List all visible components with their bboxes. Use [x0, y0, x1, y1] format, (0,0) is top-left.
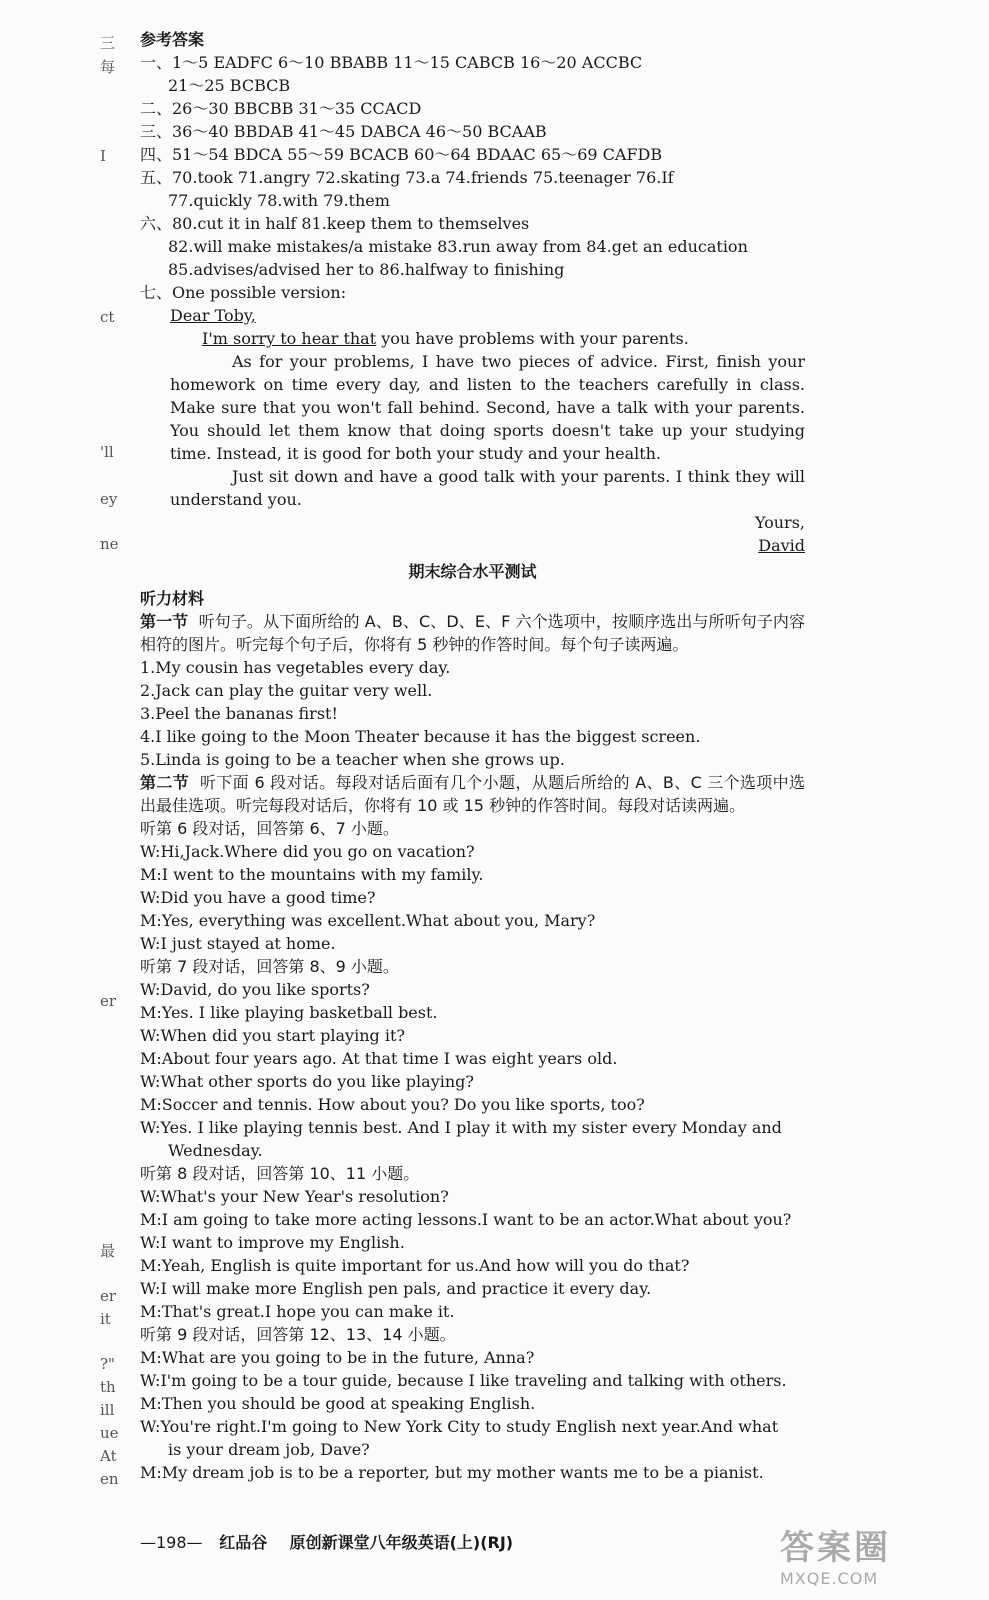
watermark-text: 答案圈	[780, 1528, 891, 1568]
answer-line: 85.advises/advised her to 86.halfway to finishing	[168, 260, 565, 279]
dialogue-line: M:About four years ago. At that time I was eight years old.	[140, 1049, 618, 1068]
answers-heading: 参考答案	[140, 30, 205, 49]
brand-name: 红品谷	[219, 1533, 268, 1552]
dialogue-line: W:You're right.I'm going to New York City to study English next year.And what	[140, 1417, 779, 1436]
margin-fragment: ue	[100, 1424, 119, 1442]
dialogue-heading: 听第 8 段对话，回答第 10、11 小题。	[140, 1164, 420, 1183]
dialogue-line: W:David, do you like sports?	[140, 980, 370, 999]
dialogue-line: W:What's your New Year's resolution?	[140, 1187, 449, 1206]
answer-line: 一、1～5 EADFC 6～10 BBABB 11～15 CABCB 16～20 ACCBC	[140, 53, 643, 72]
margin-fragment: er	[100, 992, 117, 1010]
dialogue-line: M:That's great.I hope you can make it.	[140, 1302, 455, 1321]
answer-line: 三、36～40 BBDAB 41～45 DABCA 46～50 BCAAB	[140, 122, 547, 141]
margin-fragment: ?"	[100, 1355, 115, 1373]
page-number: —198—	[140, 1533, 203, 1552]
dialogue-line: M:I am going to take more acting lessons.I want to be an actor.What about you?	[140, 1210, 792, 1229]
page-footer	[140, 1530, 513, 1553]
book-title: 原创新课堂八年级英语(上)(RJ)	[289, 1533, 514, 1552]
dialogue-line: W:What other sports do you like playing?	[140, 1072, 474, 1091]
letter-text: you have problems with your parents.	[376, 329, 689, 348]
answer-line: 五、70.took 71.angry 72.skating 73.a 74.friends 75.teenager 76.If	[140, 168, 674, 187]
dialogue-line: M:Yes. I like playing basketball best.	[140, 1003, 438, 1022]
margin-fragment: ne	[100, 535, 119, 553]
dialogue-line: M:Soccer and tennis. How about you? Do you like sports, too?	[140, 1095, 645, 1114]
listening-sentence: 4.I like going to the Moon Theater because it has the biggest screen.	[140, 727, 701, 746]
margin-fragment: ey	[100, 490, 118, 508]
margin-fragment: 'll	[100, 443, 114, 461]
underlined-phrase: I'm sorry to hear that	[202, 329, 377, 348]
dialogue-line: W:I will make more English pen pals, and practice it every day.	[140, 1279, 652, 1298]
dialogue-line: W:I want to improve my English.	[140, 1233, 405, 1252]
test-title: 期末综合水平测试	[408, 562, 537, 581]
margin-fragment: 最	[100, 1242, 116, 1260]
margin-fragment: er	[100, 1287, 117, 1305]
dialogue-line: W:When did you start playing it?	[140, 1026, 405, 1045]
margin-fragment: ill	[100, 1401, 115, 1419]
page-content	[140, 28, 805, 1484]
dialogue-line: M:I went to the mountains with my family.	[140, 865, 484, 884]
margin-fragment: At	[100, 1447, 117, 1465]
answer-line: 六、80.cut it in half 81.keep them to themselves	[140, 214, 530, 233]
section-instructions	[140, 610, 805, 656]
dialogue-line: W:I just stayed at home.	[140, 934, 336, 953]
dialogue-line: W:Did you have a good time?	[140, 888, 376, 907]
answer-line: 二、26～30 BBCBB 31～35 CCACD	[140, 99, 422, 118]
margin-fragment: 每	[100, 58, 116, 76]
section-title: 第二节	[140, 773, 190, 792]
dialogue-heading: 听第 9 段对话，回答第 12、13、14 小题。	[140, 1325, 456, 1344]
letter-greeting: Dear Toby,	[170, 306, 256, 325]
listening-sentence: 1.My cousin has vegetables every day.	[140, 658, 451, 677]
dialogue-line: W:Hi,Jack.Where did you go on vacation?	[140, 842, 475, 861]
letter-closing: Yours,	[754, 513, 805, 532]
letter-paragraph: As for your problems, I have two pieces of advice. First, finish your homework on time every day, and listen to the teachers carefully in class. Make sure that you won't fall behind. Second, have a talk with your parents. You should let them know that doing sports doesn't take up your studying time. Instead, it is good for both your study and your health.	[170, 352, 805, 463]
answer-line: 77.quickly 78.with 79.them	[168, 191, 390, 210]
section-instructions	[140, 771, 805, 817]
margin-fragment: I	[100, 147, 106, 165]
section-text: 听下面 6 段对话。每段对话后面有几个小题，从题后所给的 A、B、C 三个选项中选出最佳选项。听完每段对话后，你将有 10 或 15 秒钟的作答时间。每段对话读两遍。	[140, 773, 805, 815]
section-title: 第一节	[140, 612, 189, 631]
margin-fragment: th	[100, 1378, 116, 1396]
margin-fragment: en	[100, 1470, 119, 1488]
margin-fragment: ct	[100, 308, 115, 326]
dialogue-line: M:Yeah, English is quite important for us.And how will you do that?	[140, 1256, 690, 1275]
margin-fragment: it	[100, 1310, 111, 1328]
listening-sentence: 3.Peel the bananas first!	[140, 704, 338, 723]
listening-heading: 听力材料	[140, 589, 205, 608]
dialogue-line: M:My dream job is to be a reporter, but my mother wants me to be a pianist.	[140, 1463, 764, 1482]
letter-line	[140, 327, 805, 350]
dialogue-heading: 听第 6 段对话，回答第 6、7 小题。	[140, 819, 399, 838]
listening-sentence: 5.Linda is going to be a teacher when she grows up.	[140, 750, 565, 769]
dialogue-line: M:Then you should be good at speaking English.	[140, 1394, 536, 1413]
answer-line: 21～25 BCBCB	[168, 76, 291, 95]
dialogue-heading: 听第 7 段对话，回答第 8、9 小题。	[140, 957, 399, 976]
watermark-url: MXQE.COM	[780, 1569, 879, 1588]
answer-line: 82.will make mistakes/a mistake 83.run away from 84.get an education	[168, 237, 748, 256]
dialogue-line: W:Yes. I like playing tennis best. And I play it with my sister every Monday and	[140, 1118, 782, 1137]
dialogue-line: is your dream job, Dave?	[168, 1440, 370, 1459]
answer-line: 四、51～54 BDCA 55～59 BCACB 60～64 BDAAC 65～69 CAFDB	[140, 145, 663, 164]
dialogue-line: Wednesday.	[168, 1141, 263, 1160]
section-text: 听句子。从下面所给的 A、B、C、D、E、F 六个选项中，按顺序选出与所听句子内容相符的图片。听完每个句子后，你将有 5 秒钟的作答时间。每个句子读两遍。	[140, 612, 806, 654]
listening-sentence: 2.Jack can play the guitar very well.	[140, 681, 433, 700]
margin-fragment: 三	[100, 34, 116, 52]
answer-line: 七、One possible version:	[140, 283, 347, 302]
dialogue-line: M:What are you going to be in the future, Anna?	[140, 1348, 535, 1367]
letter-signature: David	[758, 536, 805, 555]
watermark-logo	[780, 1520, 960, 1590]
dialogue-line: W:I'm going to be a tour guide, because I like traveling and talking with others.	[140, 1371, 787, 1390]
dialogue-line: M:Yes, everything was excellent.What about you, Mary?	[140, 911, 596, 930]
letter-paragraph: Just sit down and have a good talk with your parents. I think they will understand you.	[170, 467, 805, 509]
